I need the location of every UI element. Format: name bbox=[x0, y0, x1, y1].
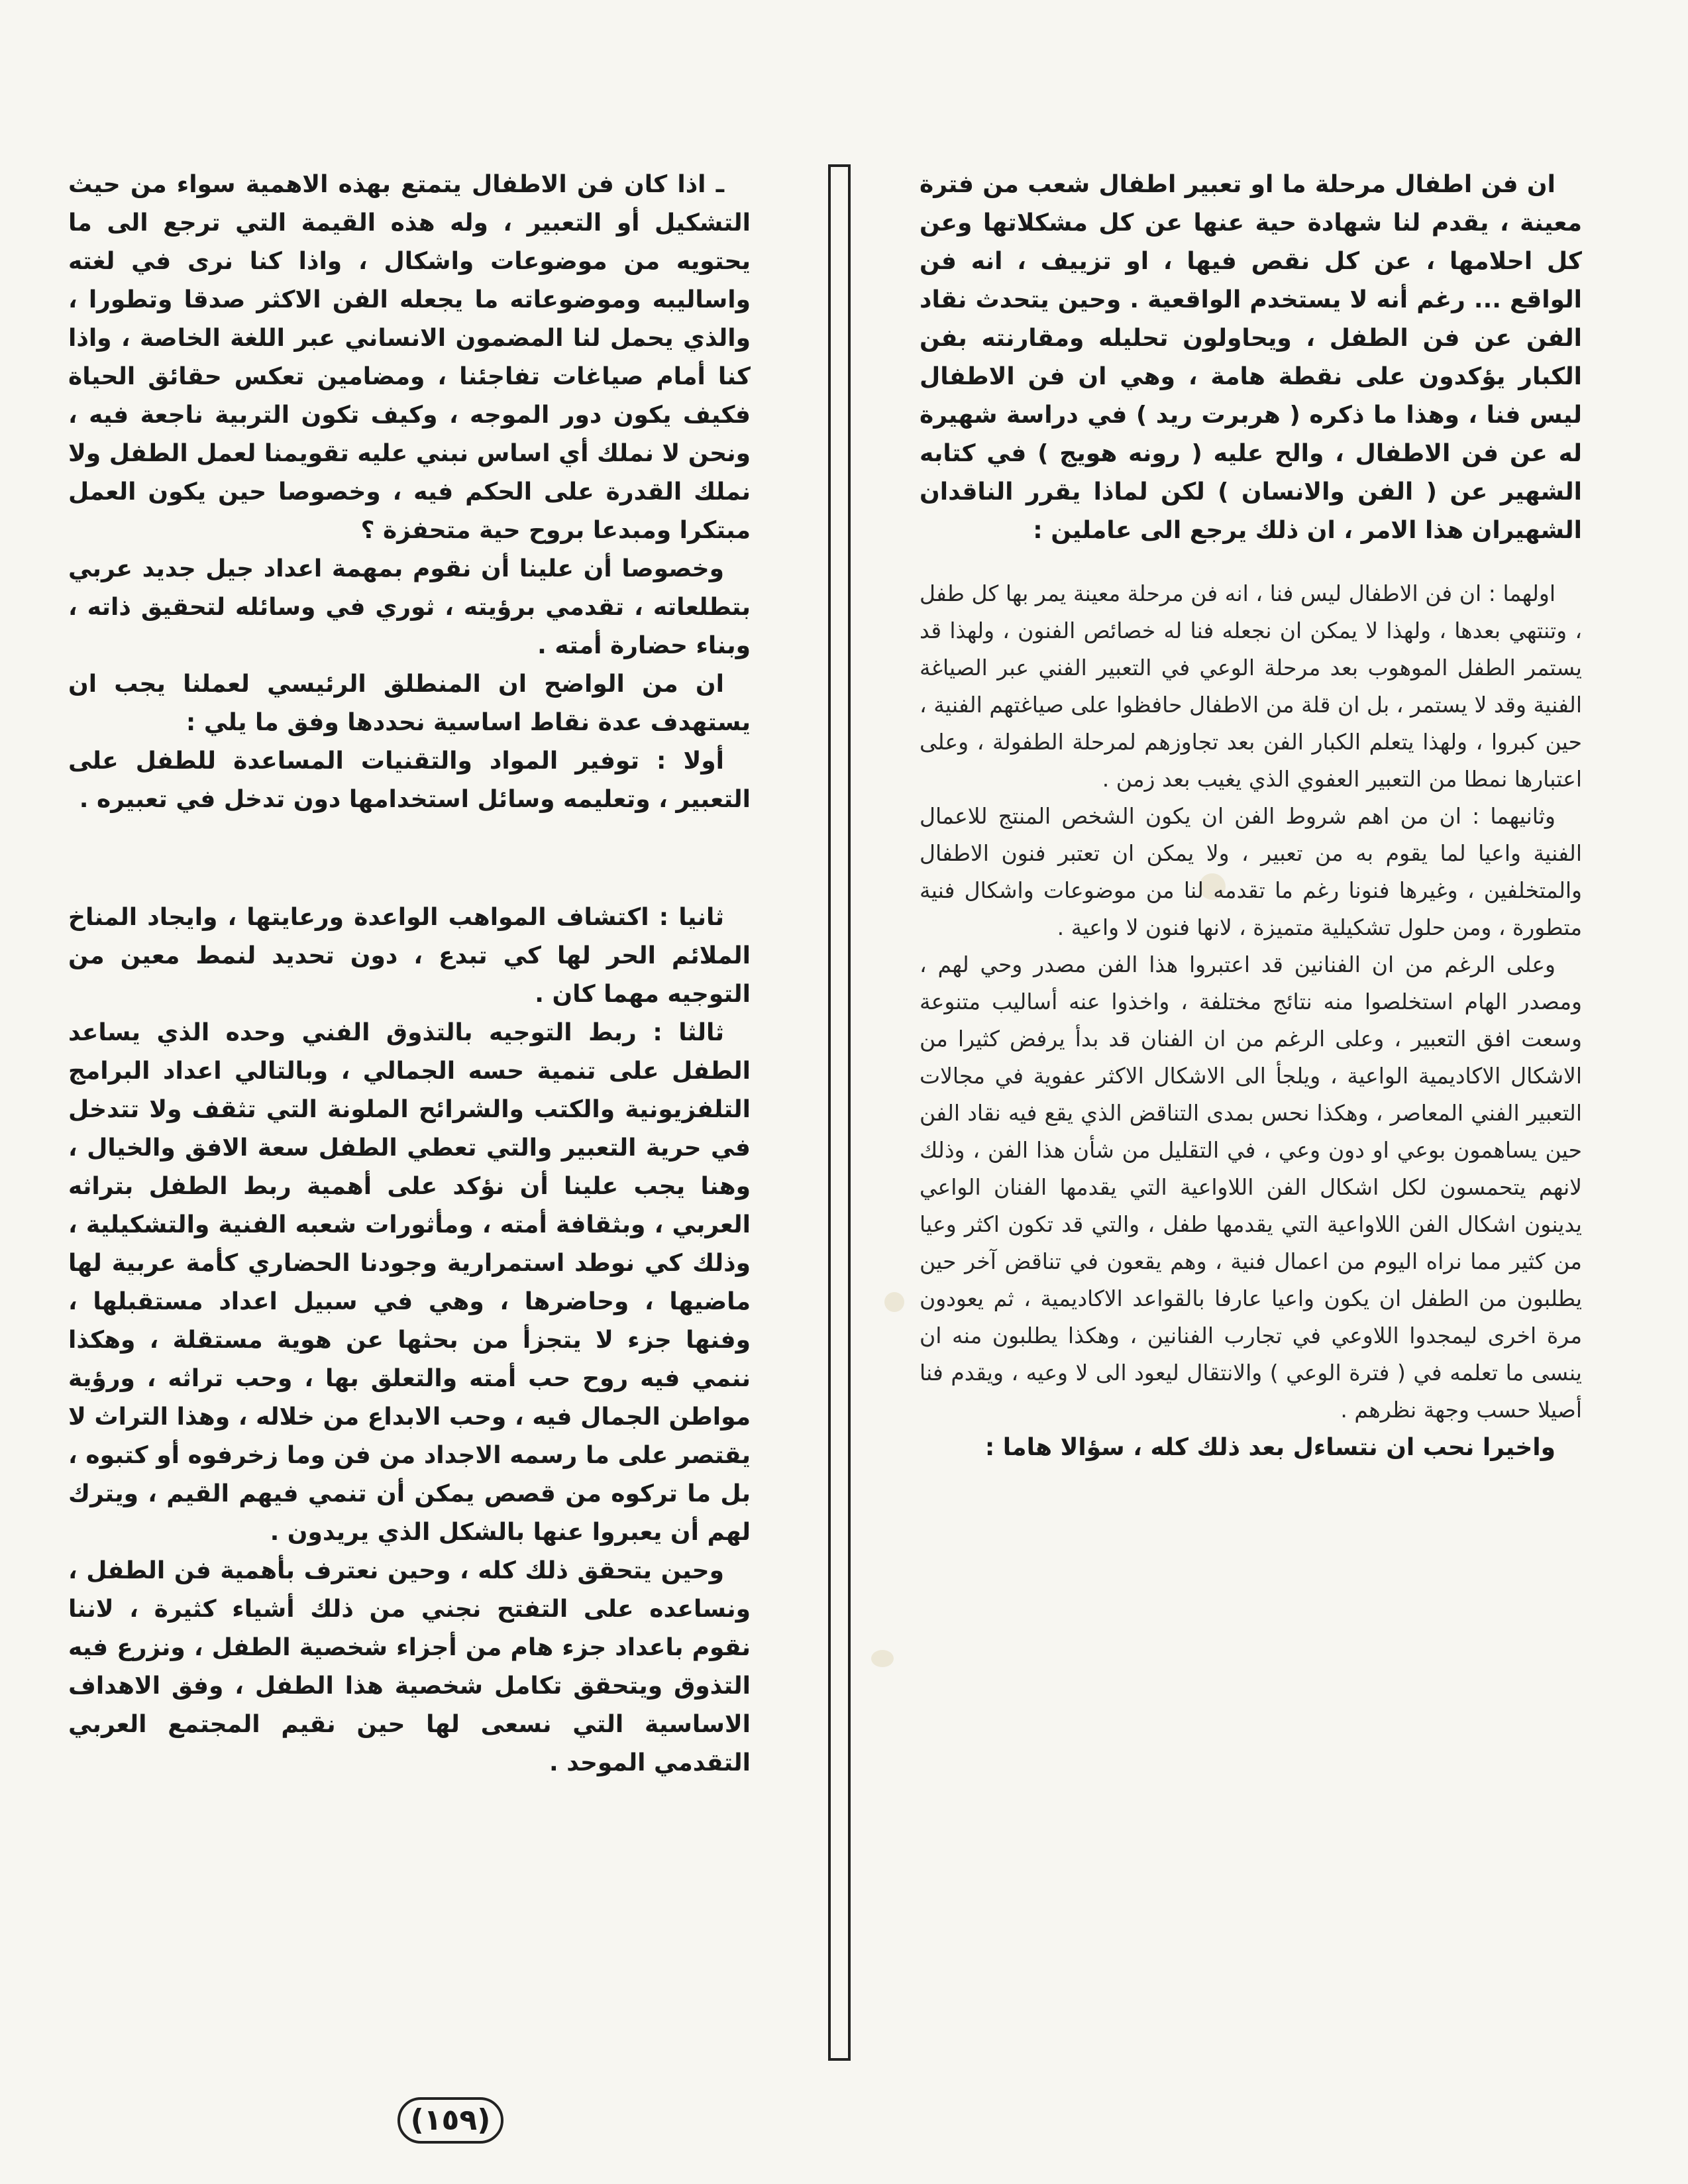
body-paragraph: وحين يتحقق ذلك كله ، وحين نعترف بأهمية فن الطفل ، ونساعده على التفتح نجني من ذلك أشياء كثيرة ، لاننا نقوم باعداد جزء هام من أجزاء شخصية الطفل ، ونزرع فيه التذوق ويتحقق تكامل شخصية هذا الطفل ، وفق الاهداف الاساسية التي نسعى لها حين نقيم المجتمع العربي التقدمي الموحد . bbox=[68, 1557, 751, 1776]
body-paragraph: وثانيهما : ان من اهم شروط الفن ان يكون الشخص المنتج للاعمال الفنية واعيا لما يقوم به من تعبير ، ولا يمكن ان تعتبر فنون الاطفال والمتخلفين ، وغيرها فنونا رغم ما تقدمه لنا من موضوعات واشكال فنية متطورة ، ومن حلول تشكيلية متميزة ، لانها فنون لا واعية . bbox=[920, 803, 1582, 940]
closing-paragraph: واخيرا نحب ان نتساءل بعد ذلك كله ، سؤالا هاما : bbox=[984, 1434, 1556, 1461]
paper-stain bbox=[884, 1292, 904, 1312]
left-column bbox=[68, 166, 751, 1782]
right-column bbox=[920, 166, 1582, 1467]
body-paragraph: ـ اذا كان فن الاطفال يتمتع بهذه الاهمية سواء من حيث التشكيل أو التعبير ، وله هذه القيمة التي ترجع الى ما يحتويه من موضوعات واشكال ، واذا كنا نرى في لغته واساليبه وموضوعاته ما يجعله الفن الاكثر صدقا وتطورا ، والذي يحمل لنا المضمون الانساني عبر اللغة الخاصة ، واذا كنا أمام صياغات تفاجئنا ، ومضامين تعكس حقائق الحياة فكيف يكون دور الموجه ، وكيف تكون التربية ناجعة فيه ، ونحن لا نملك أي اساس نبني عليه تقويمنا لعمل الطفل ولا نملك القدرة على الحكم فيه ، وخصوصا حين يكون العمل مبتكرا ومبدعا بروح حية متحفزة ؟ bbox=[68, 171, 751, 544]
column-divider bbox=[828, 164, 851, 2061]
body-paragraph: وعلى الرغم من ان الفنانين قد اعتبروا هذا الفن مصدر وحي لهم ، ومصدر الهام استخلصوا منه نتائج مختلفة ، واخذوا عنه أساليب متنوعة وسعت افق التعبير ، وعلى الرغم من ان الفنان قد بدأ يرفض كثيرا من الاشكال الاكاديمية الواعية ، ويلجأ الى الاشكال الاكثر عفوية في مجالات التعبير الفني المعاصر ، وهكذا نحس بمدى التناقض الذي يقع فيه نقاد الفن حين يساهمون بوعي او دون وعي ، في التقليل من شأن هذا الفن ، وذلك لانهم يتحمسون لكل اشكال الفن اللاواعية التي يقدمها الفنان الواعي يدينون اشكال الفن اللاواعية التي يقدمها طفل ، والتي قد تكون اكثر وعيا من كثير مما نراه اليوم من اعمال فنية ، وهم يقعون في تناقض آخر حين يطلبون من الطفل ان يكون واعيا عارفا بالقواعد الاكاديمية ، ثم يعودون مرة اخرى ليمجدوا اللاوعي في تجارب الفنانين ، وهكذا يطلبون منه ان ينسى ما تعلمه في ( فترة الوعي ) والانتقال ليعود الى لا وعيه ، ويقدم فنا أصيلا حسب وجهة نظرهم . bbox=[920, 952, 1582, 1423]
body-paragraph: وخصوصا أن علينا أن نقوم بمهمة اعداد جيل جديد عربي بتطلعاته ، تقدمي برؤيته ، ثوري في وسائله لتحقيق ذاته ، وبناء حضارة أمته . bbox=[68, 555, 751, 659]
body-paragraph: ثالثا : ربط التوجيه بالتذوق الفني وحده الذي يساعد الطفل على تنمية حسه الجمالي ، وبالتالي اعداد البرامج التلفزيونية والكتب والشرائح الملونة التي تثقف ولا تتدخل في حرية التعبير والتي تعطي الطفل سعة الافق والخيال ، وهنا يجب علينا أن نؤكد على أهمية ربط الطفل بتراثه العربي ، وبثقافة أمته ، ومأثورات شعبه الفنية والتشكيلية ، وذلك كي نوطد استمرارية وجودنا الحضاري كأمة عربية لها ماضيها ، وحاضرها ، وهي في سبيل اعداد مستقبلها ، وفنها جزء لا يتجزأ من بحثها عن هوية مستقلة ، وهكذا ننمي فيه روح حب أمته والتعلق بها ، وحب تراثه ، ورؤية مواطن الجمال فيه ، وحب الابداع من خلاله ، وهذا التراث لا يقتصر على ما رسمه الاجداد من فن وما زخرفوه أو كتبوه ، بل ما تركوه من قصص يمكن أن تنمي فيهم القيم ، ويترك لهم أن يعبروا عنها بالشكل الذي يريدون . bbox=[68, 1019, 751, 1546]
body-paragraph: ثانيا : اكتشاف المواهب الواعدة ورعايتها ، وايجاد المناخ الملائم الحر لها كي تبدع ، دون تحديد لنمط معين من التوجيه مهما كان . bbox=[68, 904, 751, 1008]
body-paragraph: ان من الواضح ان المنطلق الرئيسي لعملنا يجب ان يستهدف عدة نقاط اساسية نحددها وفق ما يلي : bbox=[68, 671, 751, 736]
paper-stain bbox=[871, 1650, 894, 1667]
body-paragraph: اولهما : ان فن الاطفال ليس فنا ، انه فن مرحلة معينة يمر بها كل طفل ، وتنتهي بعدها ، ولهذا لا يمكن ان نجعله فنا له خصائص الفنون ، ولهذا قد يستمر الطفل الموهوب بعد مرحلة الوعي في التعبير الفني عبر الصياغة الفنية وقد لا يستمر ، بل ان قلة من الاطفال حافظوا على صياغتهم الفنية ، حين كبروا ، ولهذا يتعلم الكبار الفن بعد تجاوزهم لمرحلة الطفولة ، وعلى اعتبارها نمطا من التعبير العفوي الذي يغيب بعد زمن . bbox=[920, 580, 1582, 792]
page-number: (١٥٩) bbox=[397, 2097, 503, 2144]
body-paragraph: أولا : توفير المواد والتقنيات المساعدة للطفل على التعبير ، وتعليمه وسائل استخدامها دون تدخل في تعبيره . bbox=[68, 747, 751, 813]
intro-paragraph: ان فن اطفال مرحلة ما او تعبير اطفال شعب من فترة معينة ، يقدم لنا شهادة حية عنها عن كل مشكلاتها وعن كل احلامها ، عن كل نقص فيها ، او تزييف ، انه فن الواقع ... رغم أنه لا يستخدم الواقعية . وحين يتحدث نقاد الفن عن فن الطفل ، ويحاولون تحليله ومقارنته بفن الكبار يؤكدون على نقطة هامة ، وهي ان فن الاطفال ليس فنا ، وهذا ما ذكره ( هربرت ريد ) في دراسة شهيرة له عن فن الاطفال ، والح عليه ( رونه هويج ) في كتابه الشهير عن ( الفن والانسان ) لكن لماذا يقرر الناقدان الشهيران هذا الامر ، ان ذلك يرجع الى عاملين : bbox=[920, 171, 1582, 544]
